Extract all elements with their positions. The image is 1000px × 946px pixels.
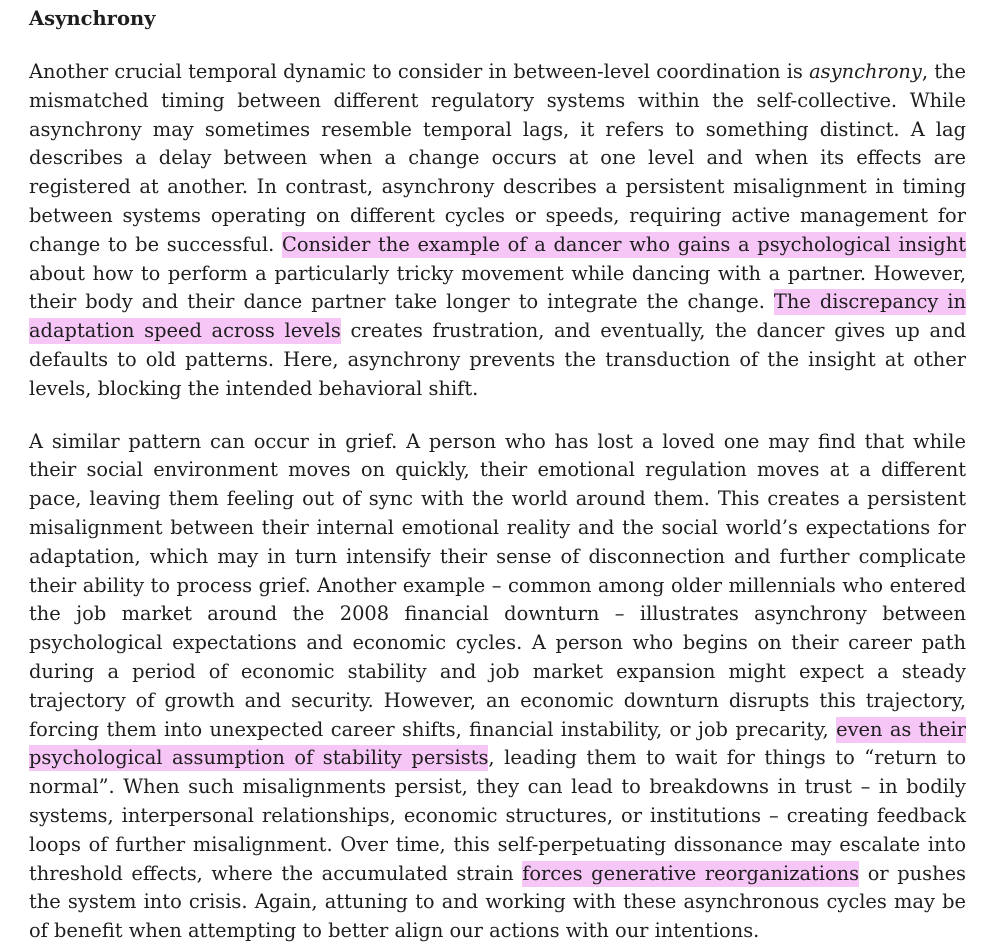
highlight-stability-assumption[interactable]: even as their psychological assumption of stability persists — [29, 717, 966, 770]
paragraph-asynchrony-definition — [29, 58, 966, 404]
para1-text-2: , the mismatched timing between different regulatory systems within the self-collective. While asynchrony may sometimes resemble temporal lags, it refers to something distinct. A lag describes a delay between when a change occurs at one level and when its effects are registered at another. In contrast, asynchrony describes a persistent misalignment in timing between systems operating on different cycles or speeds, requiring active management for change to be successful. — [29, 60, 966, 256]
paragraph-grief-example — [29, 428, 966, 946]
para2-text-1: A similar pattern can occur in grief. A person who has lost a loved one may find that while their social environment moves on quickly, their emotional regulation moves at a different pace, leaving them feeling out of sync with the world around them. This creates a persistent misalignment between their internal emotional reality and the social world’s expectations for adaptation, which may in turn intensify their sense of disconnection and further complicate their ability to process grief. Another example – common among older millennials who entered the job market around the 2008 financial downturn – illustrates asynchrony between psychological expectations and economic cycles. A person who begins on their career path during a period of economic stability and job market expansion might expect a steady trajectory of growth and security. However, an economic downturn disrupts this trajectory, forcing them into unexpected career shifts, financial instability, or job precarity, — [29, 429, 966, 741]
para1-italic-term: asynchrony — [809, 60, 922, 83]
para2-text-3: or pushes the system into crisis. Again, attuning to and working with these asynchronous cycles may be of benefit when attempting to better align our actions with our intentions. — [29, 861, 966, 943]
highlight-adaptation-discrepancy[interactable]: The discrepancy in adaptation speed across levels — [29, 290, 966, 343]
highlight-generative-reorganizations[interactable]: forces generative reorganizations — [522, 861, 860, 885]
para1-text-1: Another crucial temporal dynamic to consider in between-level coordination is — [29, 60, 810, 83]
para2-text-2: , leading them to wait for things to “return to normal”. When such misalignments persist, they can lead to breakdowns in trust – in bodily systems, interpersonal relationships, economic structures, or institutions – creating feedback loops of further misalignment. Over time, this self-perpetuating dissonance may escalate into threshold effects, where the accumulated strain — [29, 746, 966, 885]
section-title: Asynchrony — [29, 7, 156, 30]
document-page — [29, 0, 966, 946]
para1-text-3: about how to perform a particularly tricky movement while dancing with a partner. However, their body and their dance partner take longer to integrate the change. — [29, 261, 966, 314]
highlight-dancer-insight[interactable]: Consider the example of a dancer who gains a psychological insight — [282, 232, 966, 256]
para1-text-4: creates frustration, and eventually, the dancer gives up and defaults to old patterns. Here, asynchrony prevents the transduction of the insight at other levels, blocking the intended behavioral shift. — [29, 319, 966, 400]
